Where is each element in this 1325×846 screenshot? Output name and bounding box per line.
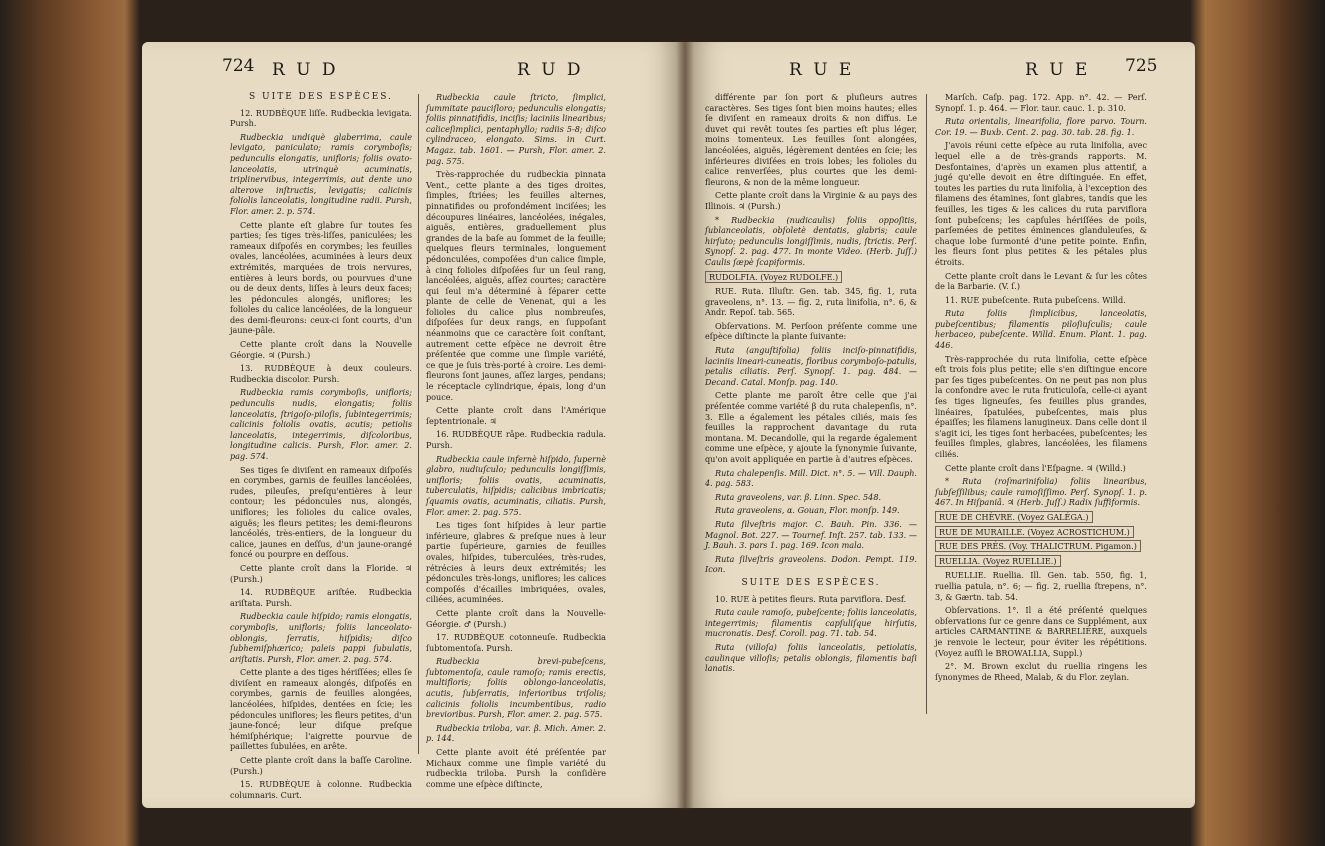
left-column-1 xyxy=(230,92,412,803)
entry-paragraph: Marſch. Caſp. pag. 172. App. n°. 42. — Perſ. Synopſ. 1. p. 464. — Flor. taur. cauc. 1. p. 310. xyxy=(935,92,1147,113)
latin-description: Ruta ſilveſtris graveolens. Dodon. Pempt. 119. Icon. xyxy=(705,553,917,575)
entry-paragraph: Cette plante me paroît être celle que j'ai préſentée comme variété β du ruta chalepenſis, n°. 3. Elle a également les pétales ciliés, mais ſes feuilles la rapprochent davantage du ruta montana. M. Decandolle, qui la regarde également comme une eſpèce, y ajoute la ſynonymie ſuivante, qu'on avoit appliquée en partie à d'autres eſpèces. xyxy=(705,390,917,464)
entry-paragraph: Obſervations. 1°. Il a été préſenté quelques obſervations ſur ce genre dans ce Supplément, aux articles CARMANTINE & BARRELIÈRE, auxquels je renvoie le lecteur, pour éviter les répétitions. (Voyez auſſi le BROWALLIA, Suppl.) xyxy=(935,605,1147,658)
latin-description: Rudbeckia caule ſtricto, ſimplici, ſummitate pauciſloro; pedunculis elongatis; foliis pinnatifidis, inciſis; laciniis linearibus; caliceſimplici, pentaphyllo; radiis 5-8; diſco cylindraceo, elongato. Sims. in Curt. Magaz. tab. 1601. — Pursh, Flor. amer. 2. pag. 575. xyxy=(426,92,606,166)
right-column-1 xyxy=(705,92,917,677)
latin-description: * Rudbeckia (nudicaulis) foliis oppoſitis, ſublanceolatis, obſoletè dentatis, glabris; caule hirſuto; pedunculis longiſſimis, nudis, ſtrictis. Perſ. Synopſ. 2. pag. 477. In monte Video. (Herb. Juſſ.) Caulis ſæpè ſcapiformis. xyxy=(705,214,917,267)
entry-paragraph: Cette plante croît dans l'Eſpagne. ♃ (Willd.) xyxy=(945,462,1126,473)
entry-paragraph: 14. RUDBÈQUE ariſtée. Rudbeckia ariſtata. Pursh. xyxy=(230,587,412,608)
page-number: 724 xyxy=(222,56,255,76)
cross-reference xyxy=(935,556,1147,567)
entry-paragraph: Ses tiges ſe diviſent en rameaux diſpoſés en corymbes, garnis de feuilles lancéolées, rudes, pileuſes, preſqu'entières à leur contour; les pédoncules nus, alongés, uniflores; les folioles du calice ovales, aiguës; les fleurs petites; les demi-fleurons lancéolés, très-entiers, de la longueur du calice, jaunes en deſſus, d'un jaune-orangé foncé ou pourpre en deſſous. xyxy=(230,464,412,560)
entry-paragraph: Cette plante eſt glabre ſur toutes ſes parties; ſes tiges très-liſſes, paniculées; les rameaux diſpoſés en corymbes; les feuilles ovales, lancéolées, acuminées à leurs deux extrémités, marquées de trois nervures, entières à leurs bords, ou pourvues d'une ou de deux dents, liſſes à leurs deux faces; les pédoncules alongés, uniflores; les folioles du calice lancéolées, de la longueur des demi-fleurons: ceux-ci ſont courts, d'un jaune-pâle. xyxy=(230,219,412,336)
latin-description: Rudbeckia ramis corymboſis, unifloris; pedunculis nudis, elongatis; foliis lanceolatis, ſtrigoſo-piloſis, ſubintegerrimis; calicinis foliolis ovatis, acutis; petiolis lanceolatis, integerrimis, diſcoloribus, longitudine calicis. Pursh, Flor. amer. 2. pag. 574. xyxy=(230,387,412,461)
latin-description: Ruta orientalis, linearifolia, flore parvo. Tourn. Cor. 19. — Buxb. Cent. 2. pag. 30. tab. 28. fig. 1. xyxy=(935,116,1147,137)
latin-description: Ruta graveolens, var. β. Linn. Spec. 548. xyxy=(715,491,882,502)
column-rule xyxy=(418,94,419,754)
left-page xyxy=(142,42,685,808)
entry-paragraph: Cette plante croît dans la baſſe Caroline. (Pursh.) xyxy=(230,755,412,776)
entry-paragraph: 12. RUDBÈQUE liſſe. Rudbeckia levigata. Pursh. xyxy=(230,107,412,129)
entry-paragraph: Cette plante avoit été préſentée par Michaux comme une ſimple variété du rudbeckia triloba. Pursh la conſidère comme une eſpèce diſtincte, xyxy=(426,747,606,789)
entry-paragraph: 15. RUDBÈQUE à colonne. Rudbeckia columnaris. Curt. xyxy=(230,779,412,800)
entry-paragraph: Cette plante croît dans le Levant & ſur les côtes de la Barbarie. (V. ſ.) xyxy=(935,270,1147,292)
cross-reference xyxy=(705,272,917,283)
latin-description: Rudbeckia caule hiſpido; ramis elongatis, corymboſis, unifloris; foliis lanceolato-oblongis, ſerratis, hiſpidis; diſco ſubhemiſphærico; paleis pappi ſubulatis, ariſtatis. Pursh, Flor. amer. 2. pag. 574. xyxy=(230,611,412,664)
entry-paragraph: Cette plante croît dans la Floride. ♃ (Pursh.) xyxy=(230,562,412,584)
latin-description: Rudbeckia caule infernè hiſpido, ſupernè glabro, nudiuſculo; pedunculis longiſſimis, unifloris; foliis ovatis, acuminatis, tuberculatis, hiſpidis; calicibus imbricatis; ſquamis ovatis, acuminatis, ciliatis. Pursh, Flor. amer. 2. pag. 575. xyxy=(426,453,606,517)
section-heading: SUITE DES ESPÈCES. xyxy=(741,577,881,588)
right-column-2 xyxy=(935,92,1147,685)
latin-description: * Ruta (roſmarinifolia) foliis linearibus, ſubſeſſilibus; caule ramoſiſſimo. Perſ. Synopſ. 1. p. 467. In Hiſpaniâ. ♃ (Herb. Juſſ.) Radix ſuffiformis. xyxy=(935,476,1147,508)
entry-paragraph: 2°. M. Brown exclut du ruellia ringens les ſynonymes de Rheed, Malab, & du Flor. zeylan. xyxy=(935,661,1147,682)
left-column-2 xyxy=(426,92,606,792)
cross-reference-entry: RUE DES PRÉS. (Voy. THALICTRUM. Pigamon.) xyxy=(935,540,1141,552)
entry-paragraph: Obſervations. M. Perſoon préſente comme une eſpèce diſtincte la plante ſuivante: xyxy=(705,320,917,342)
entry-paragraph: Très-rapprochée du ruta linifolia, cette eſpèce eſt trois fois plus petite; elle s'en diſtingue encore par ſes tiges pubeſcentes. On ne peut pas non plus la confondre avec le ruta fruticuloſa, celle-ci ayant ſes tiges ligneuſes, ſes feuilles plus grandes, linéaires, ſpatulées, pubeſcentes, mais plus épaiſſes; les filamens lanugineux. Dans celle dont il s'agit ici, les tiges ſont herbacées, pubeſcentes; les feuilles ſimples, glabres, lancéolées, les filamens ciliés. xyxy=(935,353,1147,459)
entry-paragraph: RUELLIE. Ruellia. Ill. Gen. tab. 550, fig. 1, ruellia patula, n°. 6; — fig. 2, ruellia ſtrepens, n°. 3, & Gærtn. tab. 54. xyxy=(935,570,1147,602)
right-page xyxy=(685,42,1195,808)
page-number: 725 xyxy=(1125,56,1158,76)
entry-paragraph: Cette plante a des tiges hériſſées; elles ſe diviſent en rameaux alongés, diſpoſés en corymbes, garnis de feuilles alongées, lancéolées, hiſpides, dentées en ſcie; les pédoncules uniflores; les fleurs petites, d'un jaune-foncé; leur diſque preſque hémiſphérique; l'aigrette pourvue de paillettes ſubulées, en arête. xyxy=(230,667,412,752)
latin-description: Ruta foliis ſimplicibus, lanceolatis, pubeſcentibus; filamentis piloſiuſculis; caule herbaceo, pubeſcente. Willd. Enum. Plant. 1. pag. 446. xyxy=(935,308,1147,351)
section-heading: S UITE DES ESPÈCES. xyxy=(249,92,393,102)
cross-reference xyxy=(935,541,1147,552)
entry-paragraph: RUE. Ruta. Illuſtr. Gen. tab. 345, fig. 1, ruta graveolens, n°. 13. — fig. 2, ruta linifolia, n°. 6, & Andr. Repoſ. tab. 565. xyxy=(705,286,917,318)
entry-paragraph: Cette plante croît dans la Virginie & au pays des Illinois. ♃ (Pursh.) xyxy=(705,190,917,211)
cross-reference xyxy=(935,512,1147,523)
latin-description: Rudbeckia undiquè glaberrima, caule levigato, paniculato; ramis corymboſis; pedunculis elongatis, unifloris; foliis ovato-lanceolatis, utrinquè acuminatis, triplinervibus, integerrimis, aut dente uno alterove inſtructis, levigatis; calicinis foliolis lanceolatis, longitudine radii. Pursh, Flor. amer. 2. p. 574. xyxy=(230,131,412,216)
cross-reference xyxy=(935,527,1147,538)
entry-paragraph: Très-rapprochée du rudbeckia pinnata Vent., cette plante a des tiges droites, ſimples, ſtriées; les feuilles alternes, pinnatifides ou profondément inciſées; les découpures linéaires, lancéolées, inégales, aiguës, entières, graduellement plus grandes de la baſe au ſommet de la feuille; quelques fleurs terminales, longuement pédonculées, compoſées d'un calice ſimple, à cinq folioles diſpoſées ſur un ſeul rang, lancéolées, aiguës, aſſez courtes; caractère qui ſeul m'a déterminé à ſéparer cette plante de celle de Venenat, qui a les folioles du calice plus nombreuſes, diſpoſées ſur deux rangs, en ſuppoſant néanmoins que ce caractère ſoit conſtant, autrement cette eſpèce ne devroit être préſentée que comme une ſimple variété, ce que je ſuis très-porté à croire. Les demi-fleurons ſont jaunes, aſſez larges, pendans; le réceptacle cylindrique, épais, long d'un pouce. xyxy=(426,169,606,402)
cross-reference-entry: RUELLIA. (Voyez RUELLIE.) xyxy=(935,555,1061,567)
entry-paragraph: Cette plante croît dans la Nouvelle Géorgie. ♃ (Pursh.) xyxy=(230,339,412,360)
latin-description: Rudbeckia triloba, var. β. Mich. Amer. 2. p. 144. xyxy=(426,722,606,744)
cross-reference-entry: RUDOLFIA. (Voyez RUDOLFE.) xyxy=(705,271,842,283)
entry-paragraph: Cette plante croît dans l'Amérique ſeptentrionale. ♃ xyxy=(426,405,606,426)
latin-description: Ruta graveolens, α. Gouan, Flor. monſp. 149. xyxy=(715,505,900,516)
running-head: R U D xyxy=(517,60,584,80)
entry-paragraph: 16. RUDBÈQUE râpe. Rudbeckia radula. Pursh. xyxy=(426,429,606,450)
latin-description: Ruta (anguſtifolia) foliis inciſo-pinnatifidis, laciniis lineari-cuneatis, floribus corymboſo-patulis, petalis ciliatis. Perſ. Synopſ. 1. pag. 484. — Decand. Catal. Monſp. pag. 140. xyxy=(705,345,917,387)
entry-paragraph: J'avois réuni cette eſpèce au ruta linifolia, avec lequel elle a de très-grands rapports. M. Desfontaines, d'après un examen plus attentif, a jugé qu'elle devoit en être diſtinguée. En effet, toutes les parties du ruta linifolia, à l'exception des filamens des étamines, ſont glabres, tandis que les feuilles, les tiges & les calices du ruta parviflora ſont pubeſcens; les capſules hériſſées de poils, parſemées de petites éminences glanduleuſes, & chaque lobe ſurmonté d'une petite pointe. Enfin, les fleurs ſont plus petites & les pétales plus étroits. xyxy=(935,140,1147,267)
cross-reference-entry: RUE DE CHÈVRE. (Voyez GALÉGA.) xyxy=(935,511,1093,523)
entry-paragraph: Cette plante croît dans la Nouvelle-Géorgie. ♂ (Pursh.) xyxy=(426,607,606,629)
entry-paragraph: 17. RUDBÈQUE cotonneuſe. Rudbeckia ſubtomentoſa. Pursh. xyxy=(426,632,606,653)
latin-description: Rudbeckia brevi-pubeſcens, ſubtomentoſa, caule ramoſo; ramis erectis, multifloris; foliis oblongo-lanceolatis, acutis, ſubſerratis, inferioribus triſolis; calicinis foliolis incumbentibus, radio brevioribus. Pursh, Flor. amer. 2. pag. 575. xyxy=(426,656,606,720)
entry-paragraph: différente par ſon port & pluſieurs autres caractères. Ses tiges ſont bien moins hautes; elles ſe diviſent en rameaux droits & non diffus. Le duvet qui revêt toutes ſes parties eſt plus léger, moins tomenteux. Les feuilles ſont alongées, lancéolées, aiguës, légèrement dentées en ſcie; les inférieures diviſées en trois lobes; les folioles du calice renverſées, plus courtes que les demi-fleurons, & non de la même longueur. xyxy=(705,92,917,187)
latin-description: Ruta chalepenſis. Mill. Dict. n°. 5. — Vill. Dauph. 4. pag. 583. xyxy=(705,467,917,489)
book-gutter xyxy=(676,40,694,810)
latin-description: Ruta (villoſa) foliis lanceolatis, petiolatis, caulinque villoſis; petalis oblongis, filamentis baſi lanatis. xyxy=(705,641,917,674)
latin-description: Ruta ſilveſtris major. C. Bauh. Pin. 336. — Magnol. Bot. 227. — Tournef. Inſt. 257. tab. 133. — J. Bauh. 3. pars 1. pag. 169. Icon mala. xyxy=(705,518,917,551)
running-head: R U D xyxy=(272,60,339,80)
entry-paragraph: Les tiges ſont hiſpides à leur partie inférieure, glabres & preſque nues à leur partie ſupérieure, garnies de feuilles ovales, hiſpides, tuberculées, très-rudes, rétrécies à leurs deux extrémités; les pédoncules très-longs, uniflores; les calices compoſés d'écailles imbriquées, ovales, ciliées, acuminées. xyxy=(426,520,606,605)
entry-paragraph: 11. RUE pubeſcente. Ruta pubeſcens. Willd. xyxy=(945,294,1126,305)
entry-paragraph: 10. RUE à petites fleurs. Ruta parviflora. Desf. xyxy=(715,593,907,604)
running-head: R U E xyxy=(789,60,855,80)
entry-paragraph: 13. RUDBÈQUE à deux couleurs. Rudbeckia discolor. Pursh. xyxy=(230,363,412,384)
cross-reference-entry: RUE DE MURAILLE. (Voyez ACROSTICHUM.) xyxy=(935,526,1134,538)
latin-description: Ruta caule ramoſo, pubeſcente; foliis lanceolatis, integerrimis; filamentis capſuliſque hirſutis, mucronatis. Desf. Coroll. pag. 71. tab. 54. xyxy=(705,607,917,639)
column-rule xyxy=(926,94,927,714)
running-head: R U E xyxy=(1025,60,1091,80)
